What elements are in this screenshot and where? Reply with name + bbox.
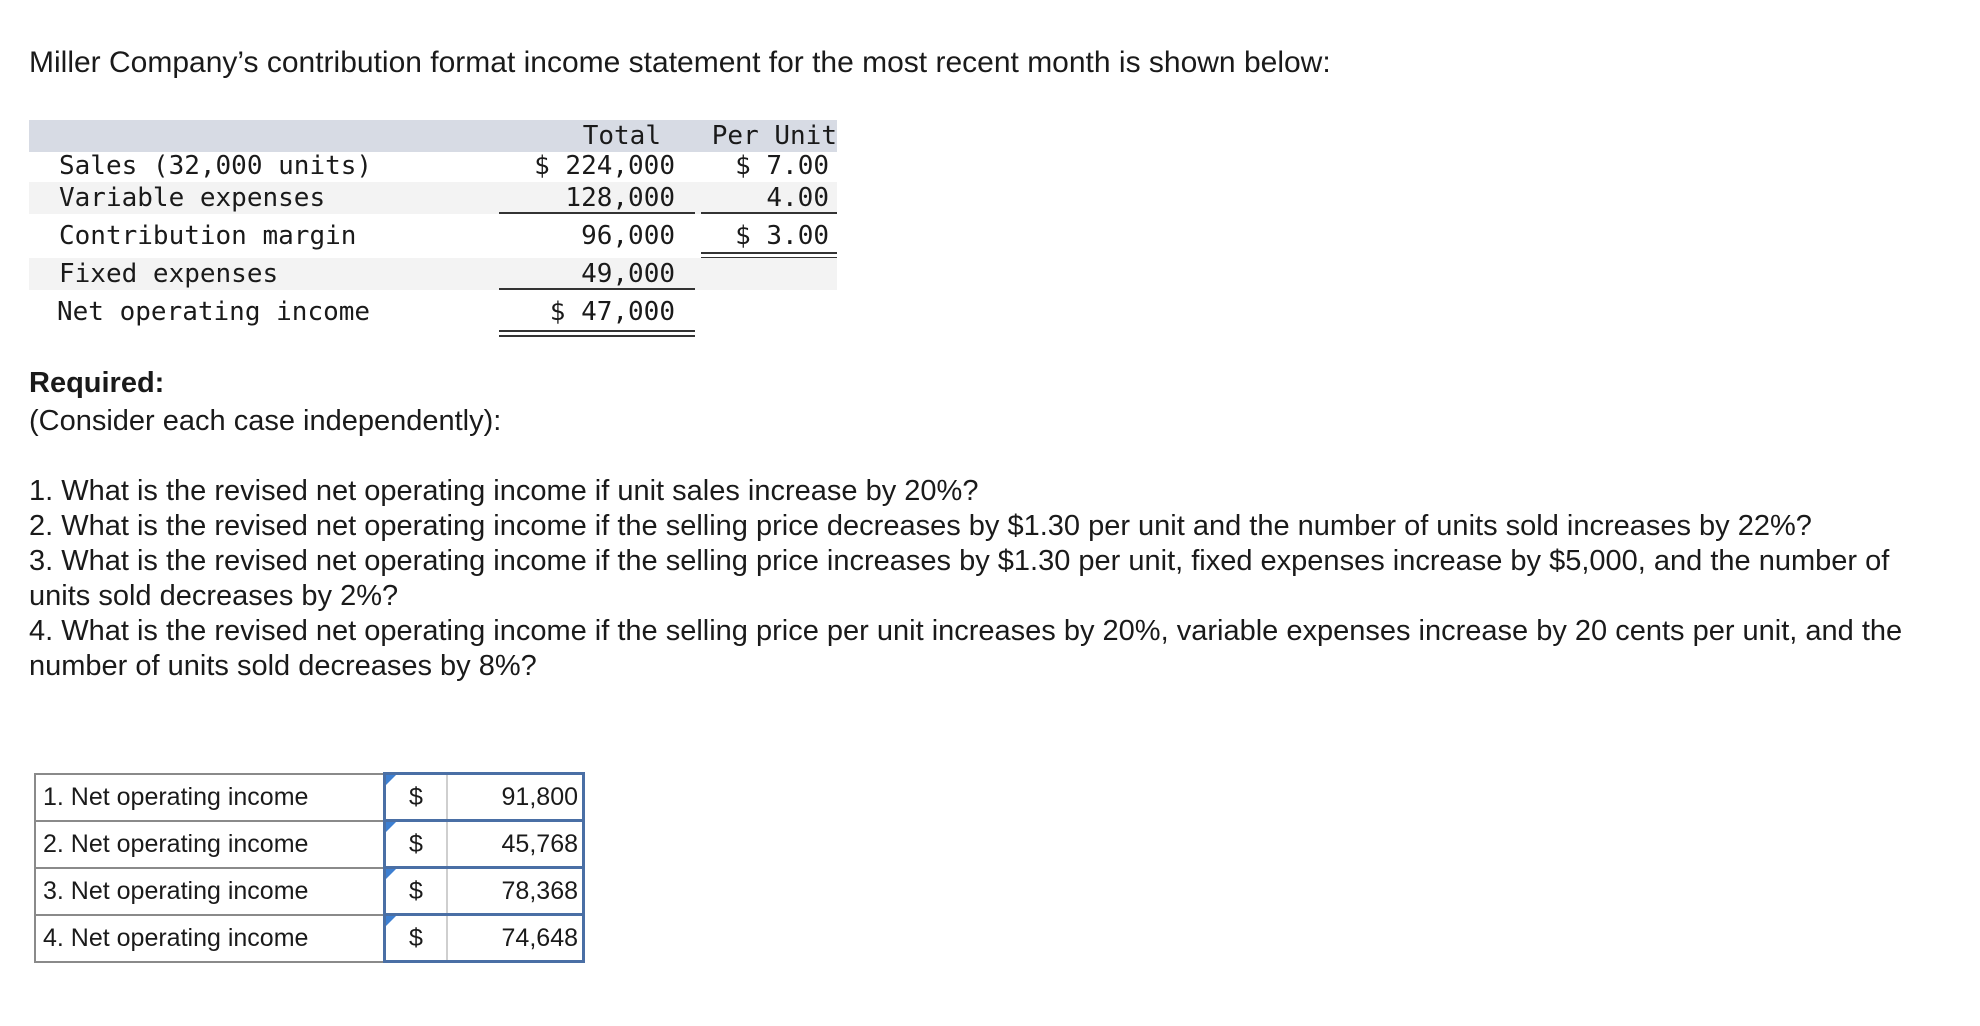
row-label: Sales (32,000 units) bbox=[59, 151, 373, 181]
statement-row-net-operating-income bbox=[29, 296, 837, 328]
subtotal-rule-fixed bbox=[499, 288, 695, 290]
row-total: $ 47,000 bbox=[549, 297, 675, 327]
answer-input-1[interactable]: 91,800 bbox=[447, 774, 584, 821]
currency-symbol: $ bbox=[409, 923, 423, 952]
question-list bbox=[29, 474, 1939, 684]
statement-row-variable-expenses bbox=[29, 182, 837, 214]
row-per-unit: $ 3.00 bbox=[735, 221, 829, 251]
row-label: Variable expenses bbox=[59, 183, 326, 213]
subtotal-rule-total bbox=[499, 212, 695, 214]
subtotal-rule-per-unit bbox=[701, 212, 837, 214]
row-label: Net operating income bbox=[57, 297, 371, 327]
header-total: Total bbox=[582, 121, 661, 151]
statement-row-sales bbox=[29, 150, 837, 182]
header-per-unit: Per Unit bbox=[711, 121, 837, 151]
row-total: 96,000 bbox=[581, 221, 675, 251]
currency-cell bbox=[385, 821, 448, 868]
statement-header-row bbox=[29, 120, 837, 152]
question-2: 2. What is the revised net operating income if the selling price decreases by $1.30 per unit and the number of units sold increases by 22%? bbox=[29, 510, 1812, 542]
answer-input-4[interactable]: 74,648 bbox=[447, 915, 584, 962]
answer-marker-icon bbox=[386, 822, 396, 832]
answer-marker-icon bbox=[386, 775, 396, 785]
intro-text: Miller Company’s contribution format income statement for the most recent month is shown below: bbox=[29, 46, 1331, 79]
required-subtitle: (Consider each case independently): bbox=[29, 405, 502, 437]
answer-table bbox=[34, 772, 585, 963]
question-4: 4. What is the revised net operating income if the selling price per unit increases by 20%, variable expenses increase by 20 cents per unit, and the number of units sold decreases by 8%? bbox=[29, 615, 1903, 682]
row-label: Fixed expenses bbox=[59, 259, 279, 289]
currency-cell bbox=[385, 774, 448, 821]
question-1: 1. What is the revised net operating income if unit sales increase by 20%? bbox=[29, 475, 979, 507]
answer-row bbox=[35, 915, 584, 962]
answer-label: 3. Net operating income bbox=[35, 868, 385, 915]
answer-row bbox=[35, 868, 584, 915]
currency-symbol: $ bbox=[409, 782, 423, 811]
row-label: Contribution margin bbox=[59, 221, 357, 251]
row-per-unit: $ 7.00 bbox=[735, 151, 829, 181]
row-total: 128,000 bbox=[565, 183, 675, 213]
row-total: $ 224,000 bbox=[534, 151, 675, 181]
required-title: Required: bbox=[29, 367, 165, 399]
statement-row-contribution-margin bbox=[29, 220, 837, 252]
currency-symbol: $ bbox=[409, 876, 423, 905]
answer-row bbox=[35, 774, 584, 821]
currency-cell bbox=[385, 915, 448, 962]
currency-cell bbox=[385, 868, 448, 915]
answer-marker-icon bbox=[386, 869, 396, 879]
answer-label: 4. Net operating income bbox=[35, 915, 385, 962]
answer-label: 2. Net operating income bbox=[35, 821, 385, 868]
statement-row-fixed-expenses bbox=[29, 258, 837, 290]
answer-label: 1. Net operating income bbox=[35, 774, 385, 821]
answer-row bbox=[35, 821, 584, 868]
answer-marker-icon bbox=[386, 916, 396, 926]
row-total: 49,000 bbox=[581, 259, 675, 289]
double-rule-net-income bbox=[499, 330, 695, 337]
question-3: 3. What is the revised net operating income if the selling price increases by $1.30 per unit, fixed expenses increase by $5,000, and the number of units sold decreases by 2%? bbox=[29, 545, 1890, 612]
answer-input-2[interactable]: 45,768 bbox=[447, 821, 584, 868]
answer-input-3[interactable]: 78,368 bbox=[447, 868, 584, 915]
row-per-unit: 4.00 bbox=[766, 183, 829, 213]
currency-symbol: $ bbox=[409, 829, 423, 858]
